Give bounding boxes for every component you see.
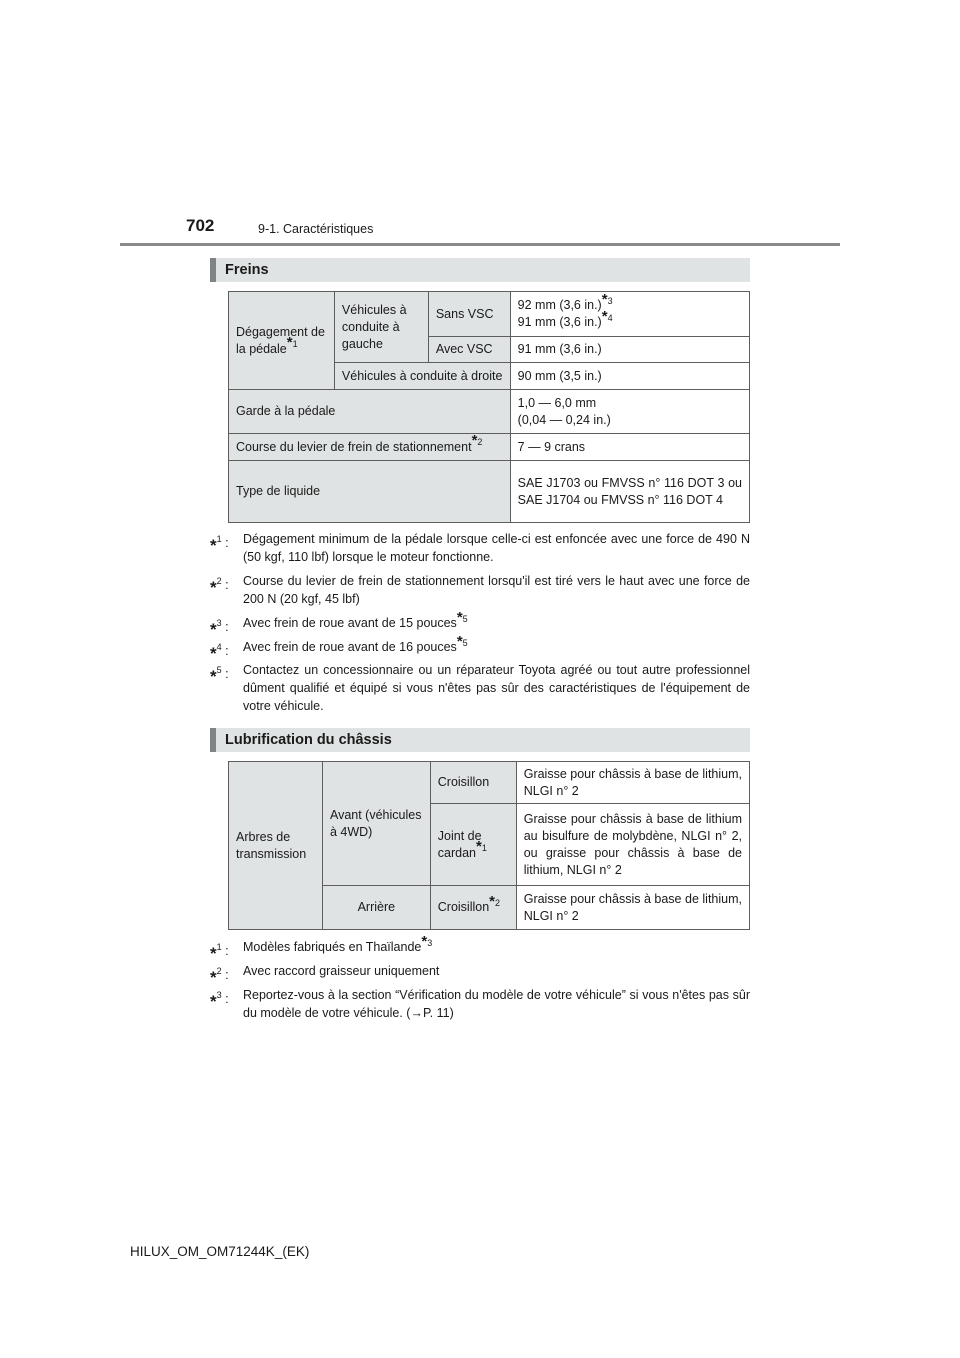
rhd-label: Véhicules à conduite à droite [341, 368, 503, 383]
lubrification-table [228, 761, 750, 930]
footnote-item: *$^4$ : Avec frein de roue avant de 16 pouces$^{*5}$ [210, 632, 468, 663]
lhd-label: Véhicules à conduite à gauche [341, 302, 407, 351]
footnote-item: *$^2$ : Course du levier de frein de stationnement lorsqu'il est tiré vers le haut avec une force de 200 N (20 kgf, 45 lbf) [210, 574, 750, 606]
page-number: 702 [186, 216, 215, 235]
croisillon-label: Croisillon [437, 775, 490, 789]
header-rule [120, 243, 840, 246]
rear-value: Graisse pour châssis à base de lithium, NLGI n° 2 [523, 891, 742, 923]
footnote-text: Reportez-vous à la section “Vérification du modèle de votre véhicule” si vous n'êtes pas sûr du modèle de votre véhicule. (→P. 11) [243, 988, 750, 1020]
footnote-ref: *3 [601, 290, 613, 308]
footnote-text: Modèles fabriqués en Thaïlande [243, 940, 422, 954]
footnote-ref: *2 [489, 892, 501, 910]
manual-code-footer: HILUX_OM_OM71244K_(EK) [130, 1244, 310, 1259]
croisillon-value: Graisse pour châssis à base de lithium, NLGI n° 2 [523, 766, 742, 798]
rhd-value: 90 mm (3,5 in.) [517, 368, 602, 383]
table-cell [510, 337, 749, 363]
table-cell [229, 434, 511, 461]
table-cell [510, 363, 749, 390]
sans-vsc-value-2: 91 mm (3,6 in.) [517, 315, 602, 329]
footnote-text: Contactez un concessionnaire ou un réparateur Toyota agréé ou tout autre professionnel dûment qualifié et équipé si vous n'êtes pas sûr des caractéristiques de l'équipement de votre véhicule. [243, 663, 750, 713]
table-cell [334, 363, 510, 390]
freins-section-header [210, 258, 750, 282]
lubrification-title: Lubrification du châssis [225, 732, 392, 748]
table-cell [334, 292, 428, 363]
table-cell [516, 804, 749, 886]
free-play-value-1: 1,0 — 6,0 mm [517, 395, 597, 410]
table-cell [516, 886, 749, 930]
footnote-ref: *1 [476, 838, 487, 856]
footnote-ref: *5 [456, 608, 468, 626]
lubrification-section-header [210, 728, 750, 752]
freins-title: Freins [225, 262, 269, 278]
table-cell [229, 292, 335, 390]
pedal-clearance-label: Dégagement de la pédale [236, 324, 325, 356]
table-row [229, 762, 750, 804]
table-cell [510, 461, 749, 523]
table-cell [229, 762, 323, 930]
table-cell [510, 390, 749, 434]
footnote-ref: *3 [421, 932, 433, 950]
free-play-label: Garde à la pédale [236, 404, 336, 418]
footnote-text: Avec frein de roue avant de 15 pouces [243, 616, 457, 630]
footnote-item: *$^1$ : Modèles fabriqués en Thaïlande$^{*3}$ [210, 932, 433, 963]
table-cell [516, 762, 749, 804]
footnote-item: *$^3$ : Avec frein de roue avant de 15 pouces$^{*5}$ [210, 608, 468, 639]
footnote-ref: *2 [471, 432, 483, 450]
table-row [229, 292, 750, 337]
freins-table [228, 291, 750, 523]
table-cell [428, 292, 510, 337]
lever-travel-value: 7 — 9 crans [517, 439, 586, 454]
table-cell [229, 390, 511, 434]
fluid-value: SAE J1703 ou FMVSS n° 116 DOT 3 ou SAE J1704 ou FMVSS n° 116 DOT 4 [517, 475, 742, 507]
table-cell [510, 292, 749, 337]
joint-label: Joint de cardan [437, 828, 482, 860]
table-cell [510, 434, 749, 461]
shafts-label: Arbres de transmission [236, 829, 307, 861]
joint-value: Graisse pour châssis à base de lithium au bisulfure de molybdène, NLGI n° 2, ou graisse pour châssis à base de lithium, NLGI n° 2 [523, 811, 742, 877]
table-row [229, 461, 750, 523]
fluid-label: Type de liquide [236, 484, 321, 498]
table-row [229, 390, 750, 434]
footnote-ref: *1 [286, 334, 298, 352]
rear-croisillon-label: Croisillon [437, 900, 490, 914]
footnote-item: *$^5$ : Contactez un concessionnaire ou un réparateur Toyota agréé ou tout autre professionnel dûment qualifié et équipé si vous n'êtes pas sûr des caractéristiques de l'équipement de votre véhicule. [210, 663, 750, 713]
table-cell [229, 461, 511, 523]
front-label: Avant (véhicules à 4WD) [329, 807, 422, 839]
table-cell [322, 762, 430, 886]
table-cell [430, 804, 516, 886]
table-row [229, 434, 750, 461]
footnote-text: Avec frein de roue avant de 16 pouces [243, 640, 457, 654]
footnote-ref: *5 [456, 632, 468, 650]
footnote-item: *$^1$ : Dégagement minimum de la pédale lorsque celle-ci est enfoncée avec une force de 490 N (50 kgf, 110 lbf) lorsque le moteur fonctionne. [210, 532, 750, 564]
footnote-item: *$^2$ : Avec raccord graisseur uniquement [210, 962, 750, 980]
footnote-text: Dégagement minimum de la pédale lorsque celle-ci est enfoncée avec une force de 490 N (50 kgf, 110 lbf) lorsque le moteur fonctionne. [243, 532, 750, 564]
rear-label: Arrière [357, 900, 396, 914]
section-label: 9-1. Caractéristiques [258, 222, 374, 236]
lever-travel-label: Course du levier de frein de stationnement [236, 439, 472, 454]
table-cell [430, 886, 516, 930]
sans-vsc-label: Sans VSC [435, 306, 494, 321]
table-cell [428, 337, 510, 363]
sans-vsc-value-1: 92 mm (3,6 in.) [517, 298, 602, 312]
table-cell [322, 886, 430, 930]
free-play-value-2: (0,04 — 0,24 in.) [517, 412, 611, 427]
footnote-ref: *4 [601, 307, 613, 325]
table-cell [430, 762, 516, 804]
footnote-text: Avec raccord graisseur uniquement [243, 964, 440, 978]
avec-vsc-label: Avec VSC [435, 342, 493, 356]
avec-vsc-value: 91 mm (3,6 in.) [517, 342, 602, 356]
footnote-text: Course du levier de frein de stationnement lorsqu'il est tiré vers le haut avec une force de 200 N (20 kgf, 45 lbf) [243, 574, 750, 606]
footnote-item: *$^3$ : Reportez-vous à la section “Vérification du modèle de votre véhicule” si vous n'êtes pas sûr du modèle de votre véhicule. (→P. 11) [210, 988, 750, 1020]
